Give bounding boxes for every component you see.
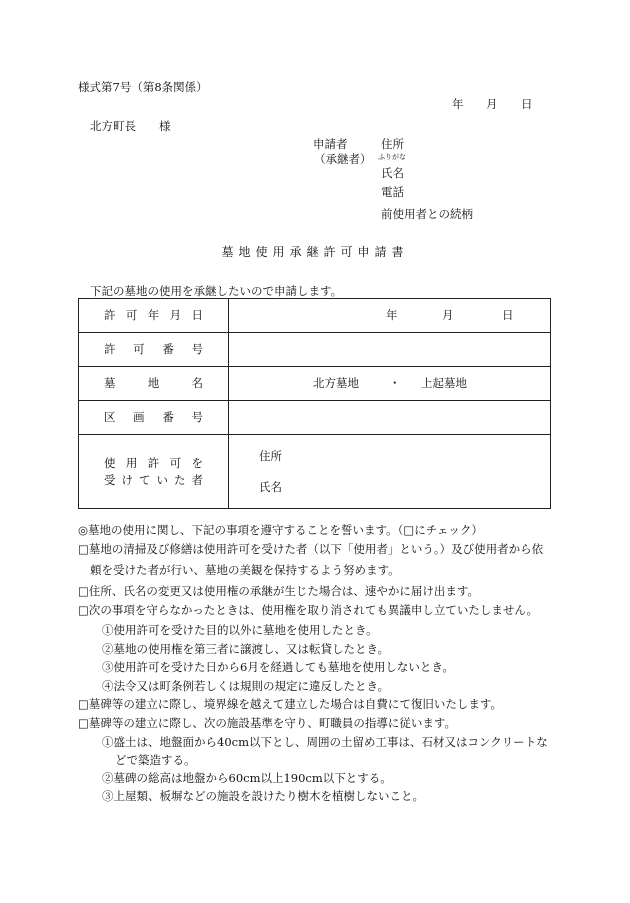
table-row-previous-user — [79, 434, 550, 508]
pledge-checkbox[interactable]: □ — [78, 542, 89, 556]
pledge-text: 次の事項を守らなかったときは、使用権を取り消されても異議申し立ていたしません。 — [88, 603, 539, 617]
date-year-label: 年 — [452, 97, 464, 111]
permit-date-month-label: 月 — [442, 308, 454, 322]
pledge-sub-item: ①盛土は、地盤面から40cm以下とし、周囲の土留め工事は、石材又はコンクリートな — [102, 735, 548, 749]
permit-date-day-label: 日 — [502, 308, 514, 322]
pledge-item — [78, 542, 543, 556]
cemetery-name-label: 墓 地 名 — [104, 376, 203, 390]
cemetery-name-field — [229, 367, 550, 400]
permit-date-label: 許 可 年 月 日 — [104, 308, 203, 322]
previous-user-label-cell — [79, 435, 229, 508]
pledge-sub-item: ④法令又は町条例若しくは規則の規定に違反したとき。 — [102, 679, 390, 693]
form-number: 様式第7号（第8条関係） — [78, 80, 208, 94]
applicant-address-label: 住所 — [381, 137, 404, 151]
applicant-phone-label: 電話 — [381, 185, 404, 199]
pledge-text: 墓碑等の建立に際し、次の施設基準を守り、町職員の指導に従います。 — [88, 716, 456, 730]
permit-date-field[interactable] — [229, 299, 550, 332]
pledge-text-continued: 頼を受けた者が行い、墓地の美観を保持するよう努めます。 — [90, 563, 400, 577]
table-row-plot-number — [79, 400, 550, 434]
intro-text: 下記の墓地の使用を承継したいので申請します。 — [90, 284, 343, 298]
cemetery-option-kitagata[interactable]: 北方墓地 — [313, 376, 359, 390]
table-row-cemetery-name — [79, 366, 550, 400]
pledge-text: 住所、氏名の変更又は使用権の承継が生じた場合は、速やかに届け出ます。 — [88, 584, 479, 598]
previous-user-label-line1: 使 用 許 可 を — [104, 455, 203, 470]
pledge-checkbox[interactable]: □ — [78, 584, 89, 598]
pledge-item — [78, 697, 502, 711]
pledge-checkbox[interactable]: □ — [78, 697, 89, 711]
plot-number-field[interactable] — [229, 401, 550, 434]
applicant-role-label: 申請者 — [313, 137, 348, 151]
pledge-text: 墓地の清掃及び修繕は使用許可を受けた者（以下「使用者」という。）及び使用者から依 — [88, 542, 544, 556]
document-title: 墓地使用承継許可申請書 — [221, 245, 409, 259]
application-table — [78, 298, 551, 509]
plot-number-label: 区 画 番 号 — [104, 410, 203, 424]
pledge-sub-item: ①使用許可を受けた目的以外に墓地を使用したとき。 — [102, 623, 378, 637]
pledge-item — [78, 716, 456, 730]
applicant-furigana-label: ふりがな — [378, 153, 406, 161]
applicant-relationship-label: 前使用者との続柄 — [381, 207, 473, 221]
pledge-item — [78, 603, 538, 617]
pledge-sub-item: ③使用許可を受けた日から6月を経過しても墓地を使用しないとき。 — [102, 660, 454, 674]
cemetery-option-separator: ・ — [389, 376, 401, 390]
table-row-permit-date — [79, 299, 550, 332]
pledge-sub-item-continued: どで築造する。 — [115, 753, 196, 767]
pledge-sub-item: ②墓碑の総高は地盤から60cm以上190cm以下とする。 — [102, 771, 392, 785]
cemetery-option-kamiokoshi[interactable]: 上起墓地 — [421, 376, 467, 390]
date-day-label: 日 — [521, 97, 533, 111]
previous-user-field[interactable] — [229, 435, 550, 508]
pledge-checkbox[interactable]: □ — [78, 716, 89, 730]
pledge-item — [78, 584, 479, 598]
applicant-name-label: 氏名 — [381, 166, 404, 180]
plot-number-label-cell — [79, 401, 229, 434]
pledge-checkbox[interactable]: □ — [78, 603, 89, 617]
permit-number-label-cell — [79, 333, 229, 366]
previous-user-label-line2: 受 け て い た 者 — [104, 472, 203, 487]
pledge-sub-item: ③上屋類、板塀などの施設を設けたり樹木を植樹しないこと。 — [102, 789, 424, 803]
pledge-sub-item: ②墓地の使用権を第三者に譲渡し、又は転貸したとき。 — [102, 642, 390, 656]
cemetery-name-label-cell — [79, 367, 229, 400]
previous-user-address-label: 住所 — [259, 449, 282, 463]
pledge-text: 墓碑等の建立に際し、境界線を越えて建立した場合は自費にて復旧いたします。 — [88, 697, 502, 711]
table-row-permit-number — [79, 332, 550, 366]
permit-number-label: 許 可 番 号 — [104, 342, 203, 356]
pledges-heading: ◎墓地の使用に関し、下記の事項を遵守することを誓います。（□にチェック） — [78, 523, 483, 537]
permit-date-year-label: 年 — [386, 308, 398, 322]
date-month-label: 月 — [486, 97, 498, 111]
applicant-role-sub-label: （承継者） — [314, 152, 372, 166]
previous-user-name-label: 氏名 — [259, 480, 282, 494]
permit-number-field[interactable] — [229, 333, 550, 366]
permit-date-label-cell — [79, 299, 229, 332]
addressee: 北方町長 様 — [90, 119, 171, 133]
